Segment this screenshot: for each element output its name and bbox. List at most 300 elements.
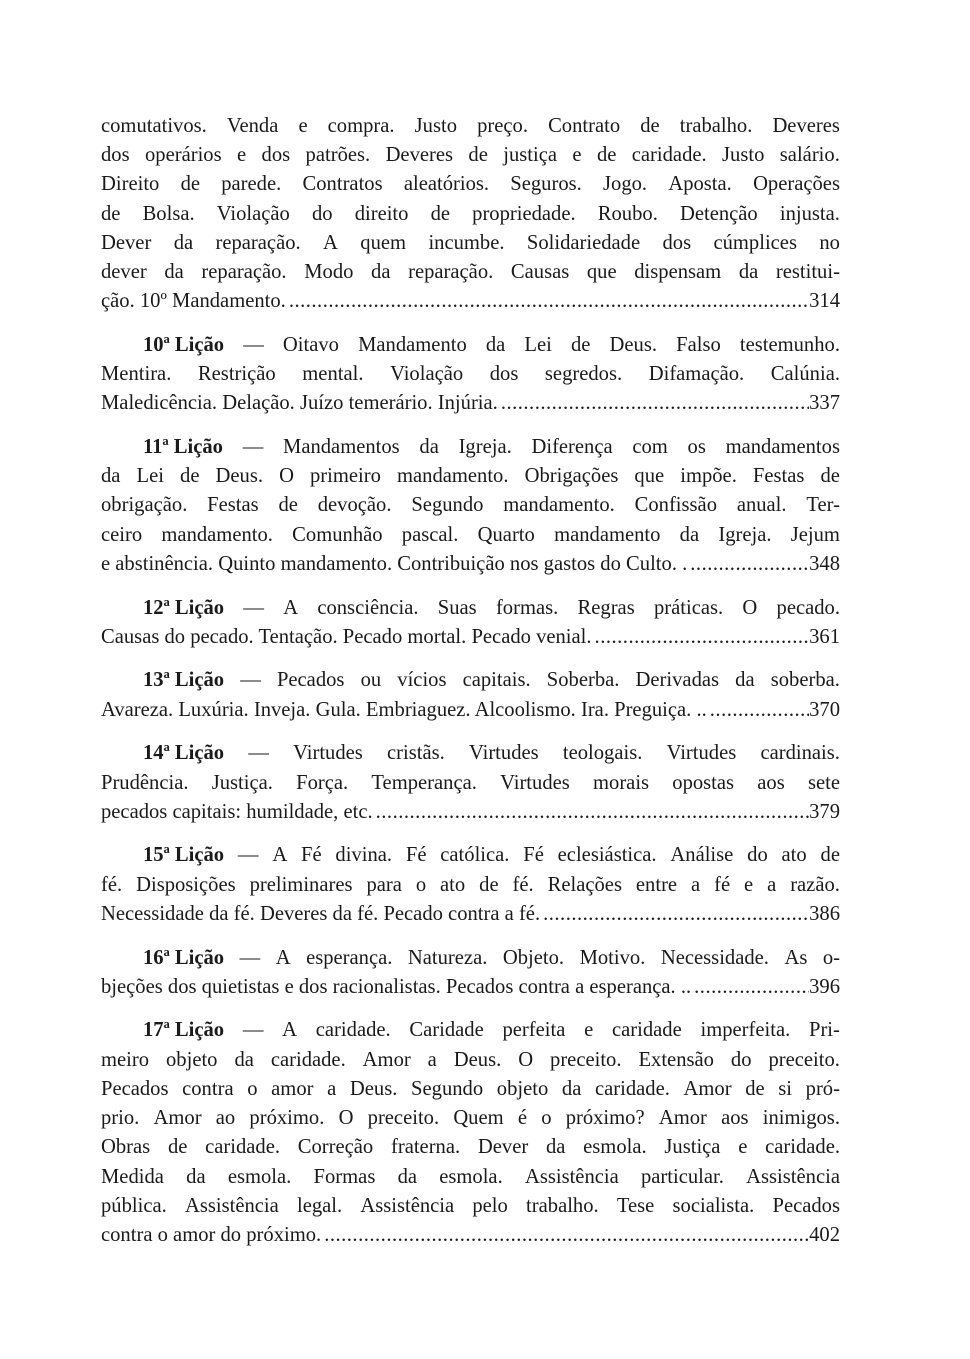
word: a bbox=[691, 873, 701, 896]
word: O bbox=[338, 1107, 354, 1130]
word: propriedade. bbox=[472, 202, 576, 225]
text-line bbox=[101, 1192, 840, 1221]
word: de bbox=[570, 333, 591, 356]
table-of-contents bbox=[101, 112, 840, 1265]
page-number: 337 bbox=[809, 392, 840, 415]
lesson-title: 10ª Lição bbox=[143, 333, 225, 356]
word: quem bbox=[360, 231, 407, 254]
word: da bbox=[679, 523, 700, 546]
word: dever bbox=[101, 261, 147, 284]
word: Oitavo bbox=[282, 333, 339, 356]
word: perfeita bbox=[502, 1019, 566, 1042]
entry-last-text: pecados capitais: humildade, etc. bbox=[101, 800, 373, 823]
word: caridade bbox=[611, 1019, 682, 1042]
page-number: 314 bbox=[809, 290, 840, 313]
word: As bbox=[784, 946, 808, 969]
word: inimigos. bbox=[762, 1107, 840, 1130]
entry-last-text: Avareza. Luxúria. Inveja. Gula. Embriaguez. Alcoolismo. Ira. Preguiça. .. bbox=[101, 698, 707, 721]
word: mandamento. bbox=[161, 523, 273, 546]
word: Falso bbox=[676, 333, 721, 356]
text-line bbox=[101, 491, 840, 520]
word: fé bbox=[714, 873, 731, 896]
word: Tese bbox=[616, 1194, 655, 1217]
text-line bbox=[101, 141, 840, 170]
word: próximo? bbox=[565, 1107, 645, 1130]
word: do bbox=[730, 1048, 752, 1071]
word: A bbox=[282, 1019, 298, 1042]
page-number: 348 bbox=[809, 552, 840, 575]
word: Amor bbox=[362, 1048, 411, 1071]
entry-first-line bbox=[101, 1016, 840, 1045]
word: Amor bbox=[658, 1107, 707, 1130]
word: de bbox=[596, 144, 617, 167]
text-line bbox=[101, 229, 840, 258]
dot-leader bbox=[540, 900, 809, 929]
word: objeto bbox=[496, 1077, 549, 1100]
word: e bbox=[237, 144, 247, 167]
word: vícios bbox=[397, 669, 447, 692]
word: consciência. bbox=[317, 596, 419, 619]
word: Mandamento bbox=[358, 333, 467, 356]
word: da bbox=[186, 1165, 206, 1188]
word: Justo bbox=[414, 115, 458, 137]
word: ceiro bbox=[101, 523, 143, 546]
word: os bbox=[687, 436, 706, 459]
word: pascal. bbox=[401, 523, 459, 546]
word: justiça bbox=[503, 144, 558, 167]
entry-last-line bbox=[101, 900, 840, 929]
entry-first-line bbox=[101, 594, 840, 623]
dot-leader bbox=[592, 623, 810, 652]
word: Deus. bbox=[453, 1048, 502, 1071]
word: esmola. bbox=[227, 1165, 292, 1188]
word: Assistência bbox=[360, 1194, 455, 1217]
word: meiro bbox=[101, 1048, 150, 1071]
word: Justiça bbox=[664, 1136, 721, 1159]
word: caridade. bbox=[205, 1136, 281, 1159]
toc-entry bbox=[101, 739, 840, 827]
word: de bbox=[101, 202, 121, 225]
word: da bbox=[101, 465, 121, 488]
entry-last-line bbox=[101, 973, 840, 1002]
word: de bbox=[278, 494, 298, 517]
word: o bbox=[415, 873, 427, 896]
word: legal. bbox=[296, 1194, 343, 1217]
text-line bbox=[101, 170, 840, 199]
word: da bbox=[561, 1077, 582, 1100]
word: de bbox=[468, 144, 488, 167]
word: preceito. bbox=[550, 1048, 622, 1071]
word: mandamento. bbox=[503, 494, 615, 517]
word: Segundo bbox=[411, 494, 484, 517]
word: esmola. bbox=[439, 1165, 503, 1188]
dot-leader bbox=[687, 550, 809, 579]
word: preliminares bbox=[249, 873, 353, 896]
word: — bbox=[237, 844, 259, 867]
entry-last-text: e abstinência. Quinto mandamento. Contribuição nos gastos do Culto. . bbox=[101, 552, 688, 575]
word: — bbox=[240, 669, 261, 692]
word: que bbox=[634, 465, 665, 488]
entry-last-line bbox=[101, 1221, 840, 1250]
word: do bbox=[747, 844, 768, 867]
word: Direito bbox=[101, 173, 160, 196]
text-line bbox=[101, 1163, 840, 1192]
word: Segundo bbox=[411, 1077, 484, 1100]
word: o- bbox=[822, 946, 840, 969]
toc-entry bbox=[101, 666, 840, 724]
entry-last-text: bjeções dos quietistas e dos racionalistas. Pecados contra a esperança. .. bbox=[101, 975, 692, 998]
word: segredos. bbox=[544, 363, 623, 386]
entry-first-line bbox=[101, 739, 840, 768]
word: formas. bbox=[495, 596, 559, 619]
word: Igreja. bbox=[458, 436, 512, 459]
word: — bbox=[242, 436, 264, 459]
word: Aposta. bbox=[668, 173, 732, 196]
word: Seguros. bbox=[510, 173, 582, 196]
page-number: 361 bbox=[809, 625, 840, 648]
dot-leader bbox=[707, 696, 809, 725]
word: Pecados bbox=[772, 1194, 840, 1217]
word: A bbox=[283, 596, 299, 619]
word: da bbox=[419, 436, 439, 459]
word: opostas bbox=[672, 771, 735, 794]
word: soberba. bbox=[770, 669, 840, 692]
text-line bbox=[101, 871, 840, 900]
toc-entry bbox=[101, 1016, 840, 1250]
word: Virtudes bbox=[468, 742, 539, 765]
word: Assistência bbox=[746, 1165, 840, 1188]
entry-last-line bbox=[101, 623, 840, 652]
word: de bbox=[820, 465, 840, 488]
word: cardinais. bbox=[760, 742, 840, 765]
word: A bbox=[272, 844, 288, 867]
word: a bbox=[427, 1048, 437, 1071]
word: aos bbox=[721, 1107, 749, 1130]
word: Lei bbox=[136, 465, 164, 488]
dot-leader bbox=[373, 798, 809, 827]
entry-last-line bbox=[101, 550, 840, 579]
word: da bbox=[735, 669, 755, 692]
dot-leader bbox=[321, 1221, 809, 1250]
lesson-title: 12ª Lição bbox=[143, 596, 225, 619]
word: capitais. bbox=[462, 669, 531, 692]
word: Mandamentos bbox=[283, 436, 400, 459]
entry-first-line bbox=[101, 841, 840, 870]
word: pecado. bbox=[776, 596, 840, 619]
word: da bbox=[738, 261, 759, 284]
word: Virtudes bbox=[500, 771, 570, 794]
lesson-title: 11ª Lição bbox=[143, 436, 223, 459]
word: Diferença bbox=[531, 436, 613, 459]
word: compra. bbox=[327, 115, 395, 137]
dot-leader bbox=[286, 287, 809, 316]
word: — bbox=[243, 333, 264, 356]
word: Amor bbox=[153, 1107, 202, 1130]
word: de bbox=[745, 1077, 765, 1100]
word: — bbox=[248, 742, 269, 765]
word: divina. bbox=[335, 844, 393, 867]
word: Dever bbox=[101, 231, 152, 254]
word: e bbox=[738, 1136, 748, 1159]
word: Difamação. bbox=[648, 363, 745, 386]
word: particular. bbox=[641, 1165, 724, 1188]
word: Derivadas bbox=[635, 669, 720, 692]
word: de bbox=[167, 1136, 188, 1159]
word: da bbox=[397, 1165, 417, 1188]
word: Justiça. bbox=[211, 771, 273, 794]
text-line bbox=[101, 112, 840, 141]
word: contra bbox=[182, 1077, 234, 1100]
lesson-title: 13ª Lição bbox=[143, 669, 225, 692]
text-line bbox=[101, 1104, 840, 1133]
lesson-title: 17ª Lição bbox=[143, 1019, 225, 1042]
word: salário. bbox=[779, 144, 840, 167]
page-number: 370 bbox=[809, 698, 840, 721]
word: de bbox=[180, 465, 200, 488]
text-line bbox=[101, 1075, 840, 1104]
word: A bbox=[275, 946, 291, 969]
word: Temperança. bbox=[371, 771, 477, 794]
word: a bbox=[327, 1077, 337, 1100]
word: patrões. bbox=[305, 144, 371, 167]
word: Violação bbox=[216, 202, 290, 225]
word: sete bbox=[807, 771, 840, 794]
word: A bbox=[323, 231, 338, 254]
word: e bbox=[572, 144, 582, 167]
word: Obrigações bbox=[524, 465, 619, 488]
word: caridade. bbox=[765, 1136, 840, 1159]
word: cristãs. bbox=[387, 742, 445, 765]
word: ato bbox=[440, 873, 466, 896]
entry-last-text: ção. 10º Mandamento. bbox=[101, 290, 286, 313]
word: próximo. bbox=[249, 1107, 325, 1130]
word: Fé bbox=[523, 844, 544, 867]
word: direito bbox=[354, 202, 409, 225]
word: Contratos bbox=[302, 173, 383, 196]
word: operários bbox=[145, 144, 222, 167]
toc-entry bbox=[101, 841, 840, 929]
word: parede. bbox=[221, 173, 282, 196]
word: caridade. bbox=[270, 1048, 346, 1071]
word: ao bbox=[215, 1107, 236, 1130]
word: Deus. bbox=[609, 333, 658, 356]
word: Bolsa. bbox=[142, 202, 195, 225]
entry-last-line bbox=[101, 696, 840, 725]
word: Virtudes bbox=[293, 742, 363, 765]
entry-first-line bbox=[101, 944, 840, 973]
word: aleatórios. bbox=[403, 173, 490, 196]
word: Soberba. bbox=[546, 669, 620, 692]
entry-first-line bbox=[101, 331, 840, 360]
word: Obras bbox=[101, 1136, 151, 1159]
word: reparação. bbox=[408, 261, 494, 284]
word: Fé bbox=[301, 844, 322, 867]
word: prio. bbox=[101, 1107, 140, 1130]
word: Dever bbox=[477, 1136, 529, 1159]
word: trabalho. bbox=[526, 1194, 599, 1217]
word: Deus. bbox=[349, 1077, 398, 1100]
word: teologais. bbox=[562, 742, 643, 765]
word: caridade. bbox=[631, 144, 707, 167]
word: que bbox=[586, 261, 617, 284]
word: Medida bbox=[101, 1165, 164, 1188]
text-line bbox=[101, 200, 840, 229]
word: da bbox=[371, 261, 391, 284]
page-number: 396 bbox=[809, 975, 840, 998]
word: preceito. bbox=[367, 1107, 440, 1130]
word: Deveres bbox=[772, 115, 840, 137]
word: Roubo. bbox=[597, 202, 658, 225]
word: católica. bbox=[440, 844, 510, 867]
word: O bbox=[279, 465, 294, 488]
word: Detenção bbox=[679, 202, 758, 225]
text-line bbox=[101, 258, 840, 287]
text-line bbox=[101, 521, 840, 550]
entry-last-line bbox=[101, 287, 840, 316]
word: mandamentos bbox=[725, 436, 840, 459]
word: Pecados bbox=[276, 669, 345, 692]
word: o bbox=[541, 1107, 552, 1130]
lesson-title: 16ª Lição bbox=[143, 946, 225, 969]
word: Formas bbox=[313, 1165, 376, 1188]
word: objeto bbox=[166, 1048, 218, 1071]
entry-last-line bbox=[101, 798, 840, 827]
word: morais bbox=[593, 771, 650, 794]
word: Amor bbox=[683, 1077, 732, 1100]
word: O bbox=[518, 1048, 534, 1071]
word: cúmplices bbox=[713, 231, 797, 254]
word: Força. bbox=[296, 771, 349, 794]
word: injusta. bbox=[779, 202, 840, 225]
word: Justo bbox=[722, 144, 765, 167]
lesson-title: 14ª Lição bbox=[143, 742, 225, 765]
word: da bbox=[173, 231, 194, 254]
word: obrigação. bbox=[101, 494, 188, 517]
word: Pri- bbox=[808, 1019, 840, 1042]
word: Extensão bbox=[638, 1048, 714, 1071]
word: Mentira. bbox=[101, 363, 172, 386]
toc-entry bbox=[101, 594, 840, 652]
word: anual. bbox=[736, 494, 787, 517]
toc-entry bbox=[101, 944, 840, 1002]
word: Operações bbox=[753, 173, 840, 196]
entry-first-line bbox=[101, 666, 840, 695]
word: da bbox=[164, 261, 184, 284]
word: pró- bbox=[805, 1077, 840, 1100]
word: mental. bbox=[302, 363, 364, 386]
word: Fé bbox=[405, 844, 427, 867]
word: do bbox=[311, 202, 333, 225]
word: Deveres bbox=[385, 144, 454, 167]
word: Quem bbox=[453, 1107, 504, 1130]
word: Causas bbox=[510, 261, 570, 284]
word: Relações bbox=[547, 873, 622, 896]
page-number: 386 bbox=[809, 902, 840, 925]
word: caridade. bbox=[594, 1077, 670, 1100]
word: entre bbox=[635, 873, 678, 896]
word: comutativos. bbox=[101, 115, 207, 137]
word: Pecados bbox=[101, 1077, 169, 1100]
entry-last-text: Causas do pecado. Tentação. Pecado mortal. Pecado venial. bbox=[101, 625, 592, 648]
text-line bbox=[101, 360, 840, 389]
word: caridade. bbox=[315, 1019, 391, 1042]
toc-entry bbox=[101, 433, 840, 579]
word: Modo bbox=[304, 261, 354, 284]
dot-leader bbox=[691, 973, 809, 1002]
word: razão. bbox=[790, 873, 840, 896]
word: trabalho. bbox=[679, 115, 753, 137]
word: reparação. bbox=[201, 261, 287, 284]
word: da bbox=[485, 333, 506, 356]
word: ou bbox=[360, 669, 382, 692]
word: fé. bbox=[101, 873, 123, 896]
word: e bbox=[298, 115, 308, 137]
word: Objeto. bbox=[502, 946, 565, 969]
word: reparação. bbox=[215, 231, 301, 254]
word: e bbox=[744, 873, 754, 896]
entry-last-text: Necessidade da fé. Deveres da fé. Pecado contra a fé. bbox=[101, 902, 541, 925]
word: Análise bbox=[670, 844, 734, 867]
word: amor bbox=[271, 1077, 314, 1100]
word: devoção. bbox=[317, 494, 392, 517]
word: dos bbox=[261, 144, 291, 167]
word: Suas bbox=[437, 596, 477, 619]
word: a bbox=[767, 873, 777, 896]
entry-last-line bbox=[101, 389, 840, 418]
word: preço. bbox=[477, 115, 528, 137]
text-line bbox=[101, 769, 840, 798]
word: Virtudes bbox=[666, 742, 737, 765]
word: incumbe. bbox=[428, 231, 505, 254]
word: Assistência bbox=[524, 1165, 619, 1188]
word: eclesiástica. bbox=[557, 844, 657, 867]
word: Natureza. bbox=[407, 946, 488, 969]
word: Deus. bbox=[215, 465, 263, 488]
word: Quarto bbox=[477, 523, 535, 546]
entry-first-line bbox=[101, 433, 840, 462]
word: para bbox=[366, 873, 402, 896]
word: Lei bbox=[524, 333, 552, 356]
entry-last-text: contra o amor do próximo. bbox=[101, 1223, 322, 1246]
word: Festas bbox=[207, 494, 259, 517]
word: no bbox=[819, 231, 840, 254]
word: imperfeita. bbox=[700, 1019, 791, 1042]
page-number: 402 bbox=[809, 1223, 840, 1246]
word: Regras bbox=[577, 596, 635, 619]
word: pública. bbox=[101, 1194, 167, 1217]
word: si bbox=[778, 1077, 793, 1100]
word: esperança. bbox=[306, 946, 393, 969]
word: — bbox=[239, 946, 261, 969]
word: Ter- bbox=[806, 494, 840, 517]
page-number: 379 bbox=[809, 800, 840, 823]
word: fraterna. bbox=[390, 1136, 461, 1159]
word: mandamento bbox=[554, 523, 661, 546]
word: restitui- bbox=[775, 261, 840, 284]
word: fé. bbox=[512, 873, 534, 896]
word: Solidariedade bbox=[526, 231, 641, 254]
word: Venda bbox=[226, 115, 279, 137]
word: é bbox=[517, 1107, 527, 1130]
word: esmola. bbox=[583, 1136, 647, 1159]
toc-entry bbox=[101, 331, 840, 419]
text-line bbox=[101, 1046, 840, 1075]
word: primeiro bbox=[310, 465, 381, 488]
word: O bbox=[742, 596, 758, 619]
word: Correção bbox=[297, 1136, 374, 1159]
word: práticas. bbox=[653, 596, 724, 619]
word: dos bbox=[489, 363, 519, 386]
